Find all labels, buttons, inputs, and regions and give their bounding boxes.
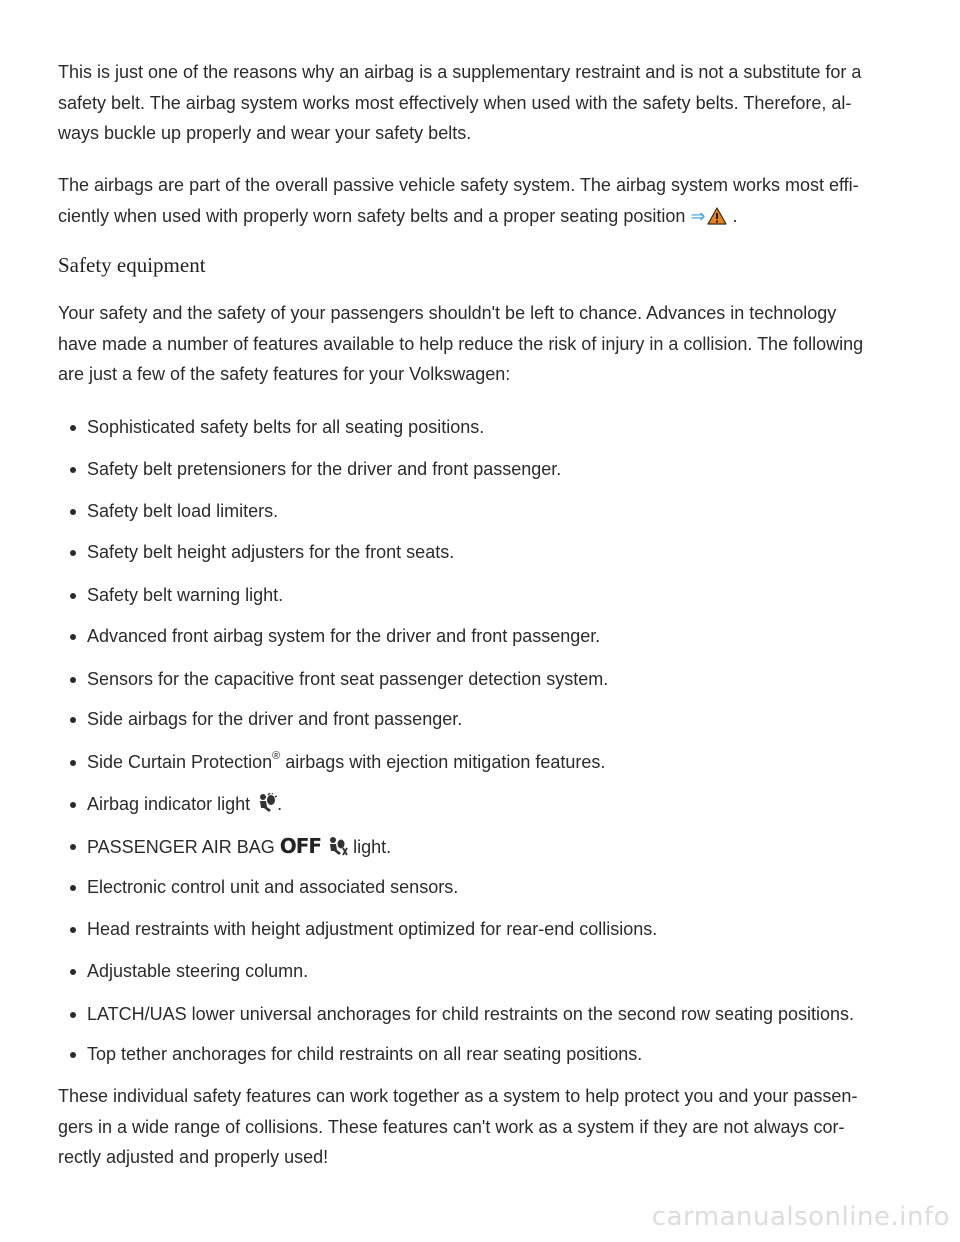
safety-intro-line-3: are just a few of the safety features for your Volkswagen:	[58, 364, 511, 384]
closing-line-2: gers in a wide range of collisions. These features can't work as a system if they are not always cor-	[58, 1116, 845, 1137]
list-item: Safety belt height adjusters for the front seats.	[87, 541, 927, 563]
intro-line-1: This is just one of the reasons why an airbag is a supplementary restraint and is not a substitute for a	[58, 62, 862, 82]
list-item	[87, 835, 927, 861]
list-item: Top tether anchorages for child restraints on all rear seating positions.	[87, 1043, 927, 1065]
closing-line-1: These individual safety features can work together as a system to help protect you and your passen-	[58, 1086, 858, 1106]
airbag-indicator-icon	[255, 793, 277, 818]
cross-reference-arrow[interactable]: ⇒	[690, 205, 706, 226]
list-item: Sophisticated safety belts for all seating positions.	[87, 416, 927, 438]
passenger-airbag-off-icon	[326, 836, 348, 861]
warning-triangle-icon[interactable]	[707, 204, 727, 235]
list-item: Head restraints with height adjustment optimized for rear-end collisions.	[87, 918, 927, 940]
side-curtain-label: Side Curtain Protection	[87, 752, 273, 772]
passenger-air-bag-light-text: light.	[353, 837, 392, 857]
list-item: Safety belt load limiters.	[87, 500, 927, 522]
airbag-indicator-period: .	[277, 794, 283, 814]
list-item: Adjustable steering column.	[87, 960, 927, 982]
intro-line-2: safety belt. The airbag system works most effectively when used with the safety belts. Therefore, al-	[58, 92, 852, 113]
closing-paragraph	[58, 1081, 908, 1173]
list-item	[87, 793, 927, 818]
list-item: Advanced front airbag system for the driver and front passenger.	[87, 625, 927, 647]
intro-paragraph	[58, 57, 908, 149]
section-heading-safety-equipment: Safety equipment	[58, 253, 206, 277]
closing-line-3: rectly adjusted and properly used!	[58, 1147, 329, 1167]
passive-safety-paragraph	[58, 170, 908, 234]
off-indicator-text: OFF	[279, 834, 322, 858]
list-item: Safety belt warning light.	[87, 584, 927, 606]
airbag-indicator-label: Airbag indicator light	[87, 794, 251, 814]
passive-line-2: ciently when used with properly worn safety belts and a proper seating position	[58, 205, 686, 226]
passive-end-period: .	[732, 205, 738, 226]
intro-line-3: ways buckle up properly and wear your safety belts.	[58, 123, 472, 143]
list-item: Safety belt pretensioners for the driver and front passenger.	[87, 458, 927, 480]
safety-intro-line-1: Your safety and the safety of your passengers shouldn't be left to chance. Advances in technology	[58, 303, 837, 323]
watermark: carmanualsonline.info	[651, 1202, 950, 1232]
list-item: Electronic control unit and associated sensors.	[87, 876, 927, 898]
registered-mark: ®	[272, 750, 281, 762]
safety-intro-paragraph	[58, 298, 908, 390]
passive-line-1: The airbags are part of the overall passive vehicle safety system. The airbag system works most effi-	[58, 175, 859, 195]
list-item: Side airbags for the driver and front passenger.	[87, 708, 927, 730]
list-item: LATCH/UAS lower universal anchorages for child restraints on the second row seating positions.	[87, 1003, 927, 1025]
list-item	[87, 751, 927, 773]
safety-intro-line-2: have made a number of features available to help reduce the risk of injury in a collision. The following	[58, 333, 864, 354]
passenger-air-bag-label: PASSENGER AIR BAG	[87, 837, 275, 857]
list-item: Sensors for the capacitive front seat passenger detection system.	[87, 668, 927, 690]
side-curtain-rest: airbags with ejection mitigation features.	[280, 752, 606, 772]
